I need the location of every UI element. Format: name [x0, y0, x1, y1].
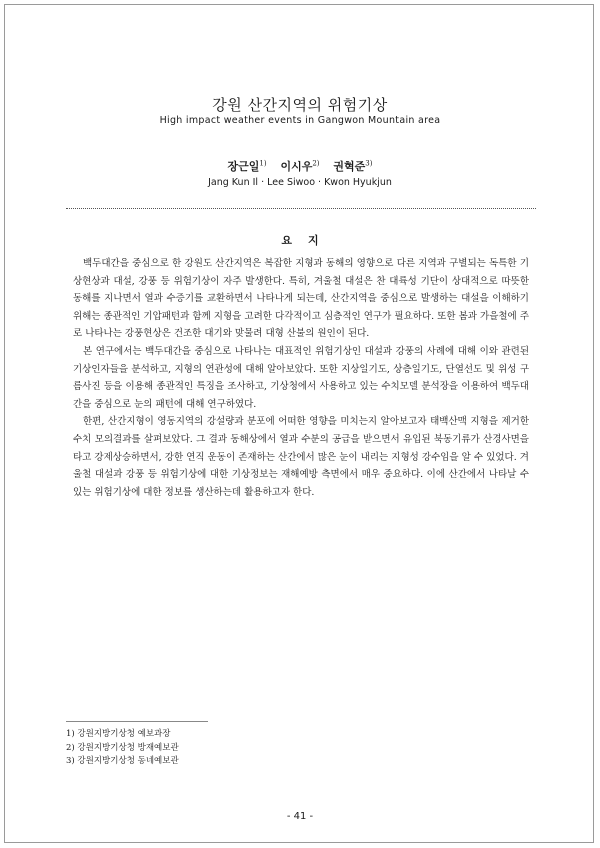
page-number: - 41 - — [286, 811, 314, 822]
author-footnote-mark: 1) — [259, 159, 267, 168]
abstract-body — [73, 255, 529, 501]
abstract-paragraph: 백두대간을 중심으로 한 강원도 산간지역은 복잡한 지형과 동해의 영향으로 다른 지역과 구별되는 독특한 기상현상과 대설, 강풍 등 위험기상이 자주 발생한다. 특히, 겨울철 대설은 찬 대륙성 기단이 상대적으로 따뜻한 동해를 지나면서 열과 수증기를 교환하면서 나타나게 되는데, 산간지역을 중심으로 발생하는 대설을 이해하기 위해는 종관적인 기압패턴과 함께 지형을 고려한 다각적이고 심층적인 연구가 필요하다. 또한 봄과 가을철에 주로 나타나는 강풍현상은 건조한 대기와 맞물려 대형 산불의 원인이 된다. — [73, 258, 529, 340]
header-divider — [66, 208, 536, 209]
author-list-english: Jang Kun Il · Lee Siwoo · Kwon Hyukjun — [208, 177, 392, 188]
abstract-heading: 요지 — [281, 234, 335, 247]
paper-title-korean: 강원 산간지역의 위험기상 — [212, 96, 388, 114]
author-1 — [228, 160, 267, 173]
author-name: 권혁준 — [333, 160, 366, 173]
footnote-divider — [66, 721, 208, 722]
footnote-item: 1) 강원지방기상청 예보과장 — [66, 729, 171, 739]
footnote-item: 2) 강원지방기상청 방재예보관 — [66, 742, 179, 753]
author-name: 장근일 — [227, 160, 260, 173]
abstract-paragraph: 본 연구에서는 백두대간을 중심으로 나타나는 대표적인 위험기상인 대설과 강풍의 사례에 대해 이와 관련된 기상인자들을 분석하고, 지형의 연관성에 대해 알아보았다. 또한 지상일기도, 상층일기도, 단열선도 및 위성 구름사진 등을 이용해 종관적인 특징을 조사하고, 기상청에서 사용하고 있는 수치모델 분석장을 이용하여 백두대간을 중심으로 눈의 패턴에 대해 연구하였다. — [73, 345, 529, 410]
paper-title-english: High impact weather events in Gangwon Mountain area — [159, 115, 441, 126]
author-footnote-mark: 3) — [365, 159, 373, 168]
footnotes — [66, 728, 179, 769]
author-footnote-mark: 2) — [312, 159, 320, 168]
author-name: 이시우 — [280, 160, 313, 173]
abstract-paragraph: 한편, 산간지형이 영동지역의 강설량과 분포에 어떠한 영향을 미치는지 알아보고자 태백산맥 지형을 제거한 수치 모의결과를 살펴보았다. 그 결과 동해상에서 열과 수분의 공급을 받으면서 유입된 북동기류가 산경사면을 타고 강제상승하면서, 강한 연직 운동이 존재하는 산간에서 많은 눈이 내리는 지형성 강수임을 알 수 있었다. 겨울철 대설과 강풍 등 위험기상에 대한 기상정보는 재해예방 측면에서 매우 중요하다. 이에 산간에서 나타날 수 있는 위험기상에 대한 정보를 생산하는데 활용하고자 한다. — [73, 416, 529, 498]
author-2 — [280, 160, 319, 173]
footnote-item: 3) 강원지방기상청 동네예보관 — [66, 756, 179, 766]
author-3 — [333, 160, 372, 173]
author-list-korean — [0, 158, 600, 174]
